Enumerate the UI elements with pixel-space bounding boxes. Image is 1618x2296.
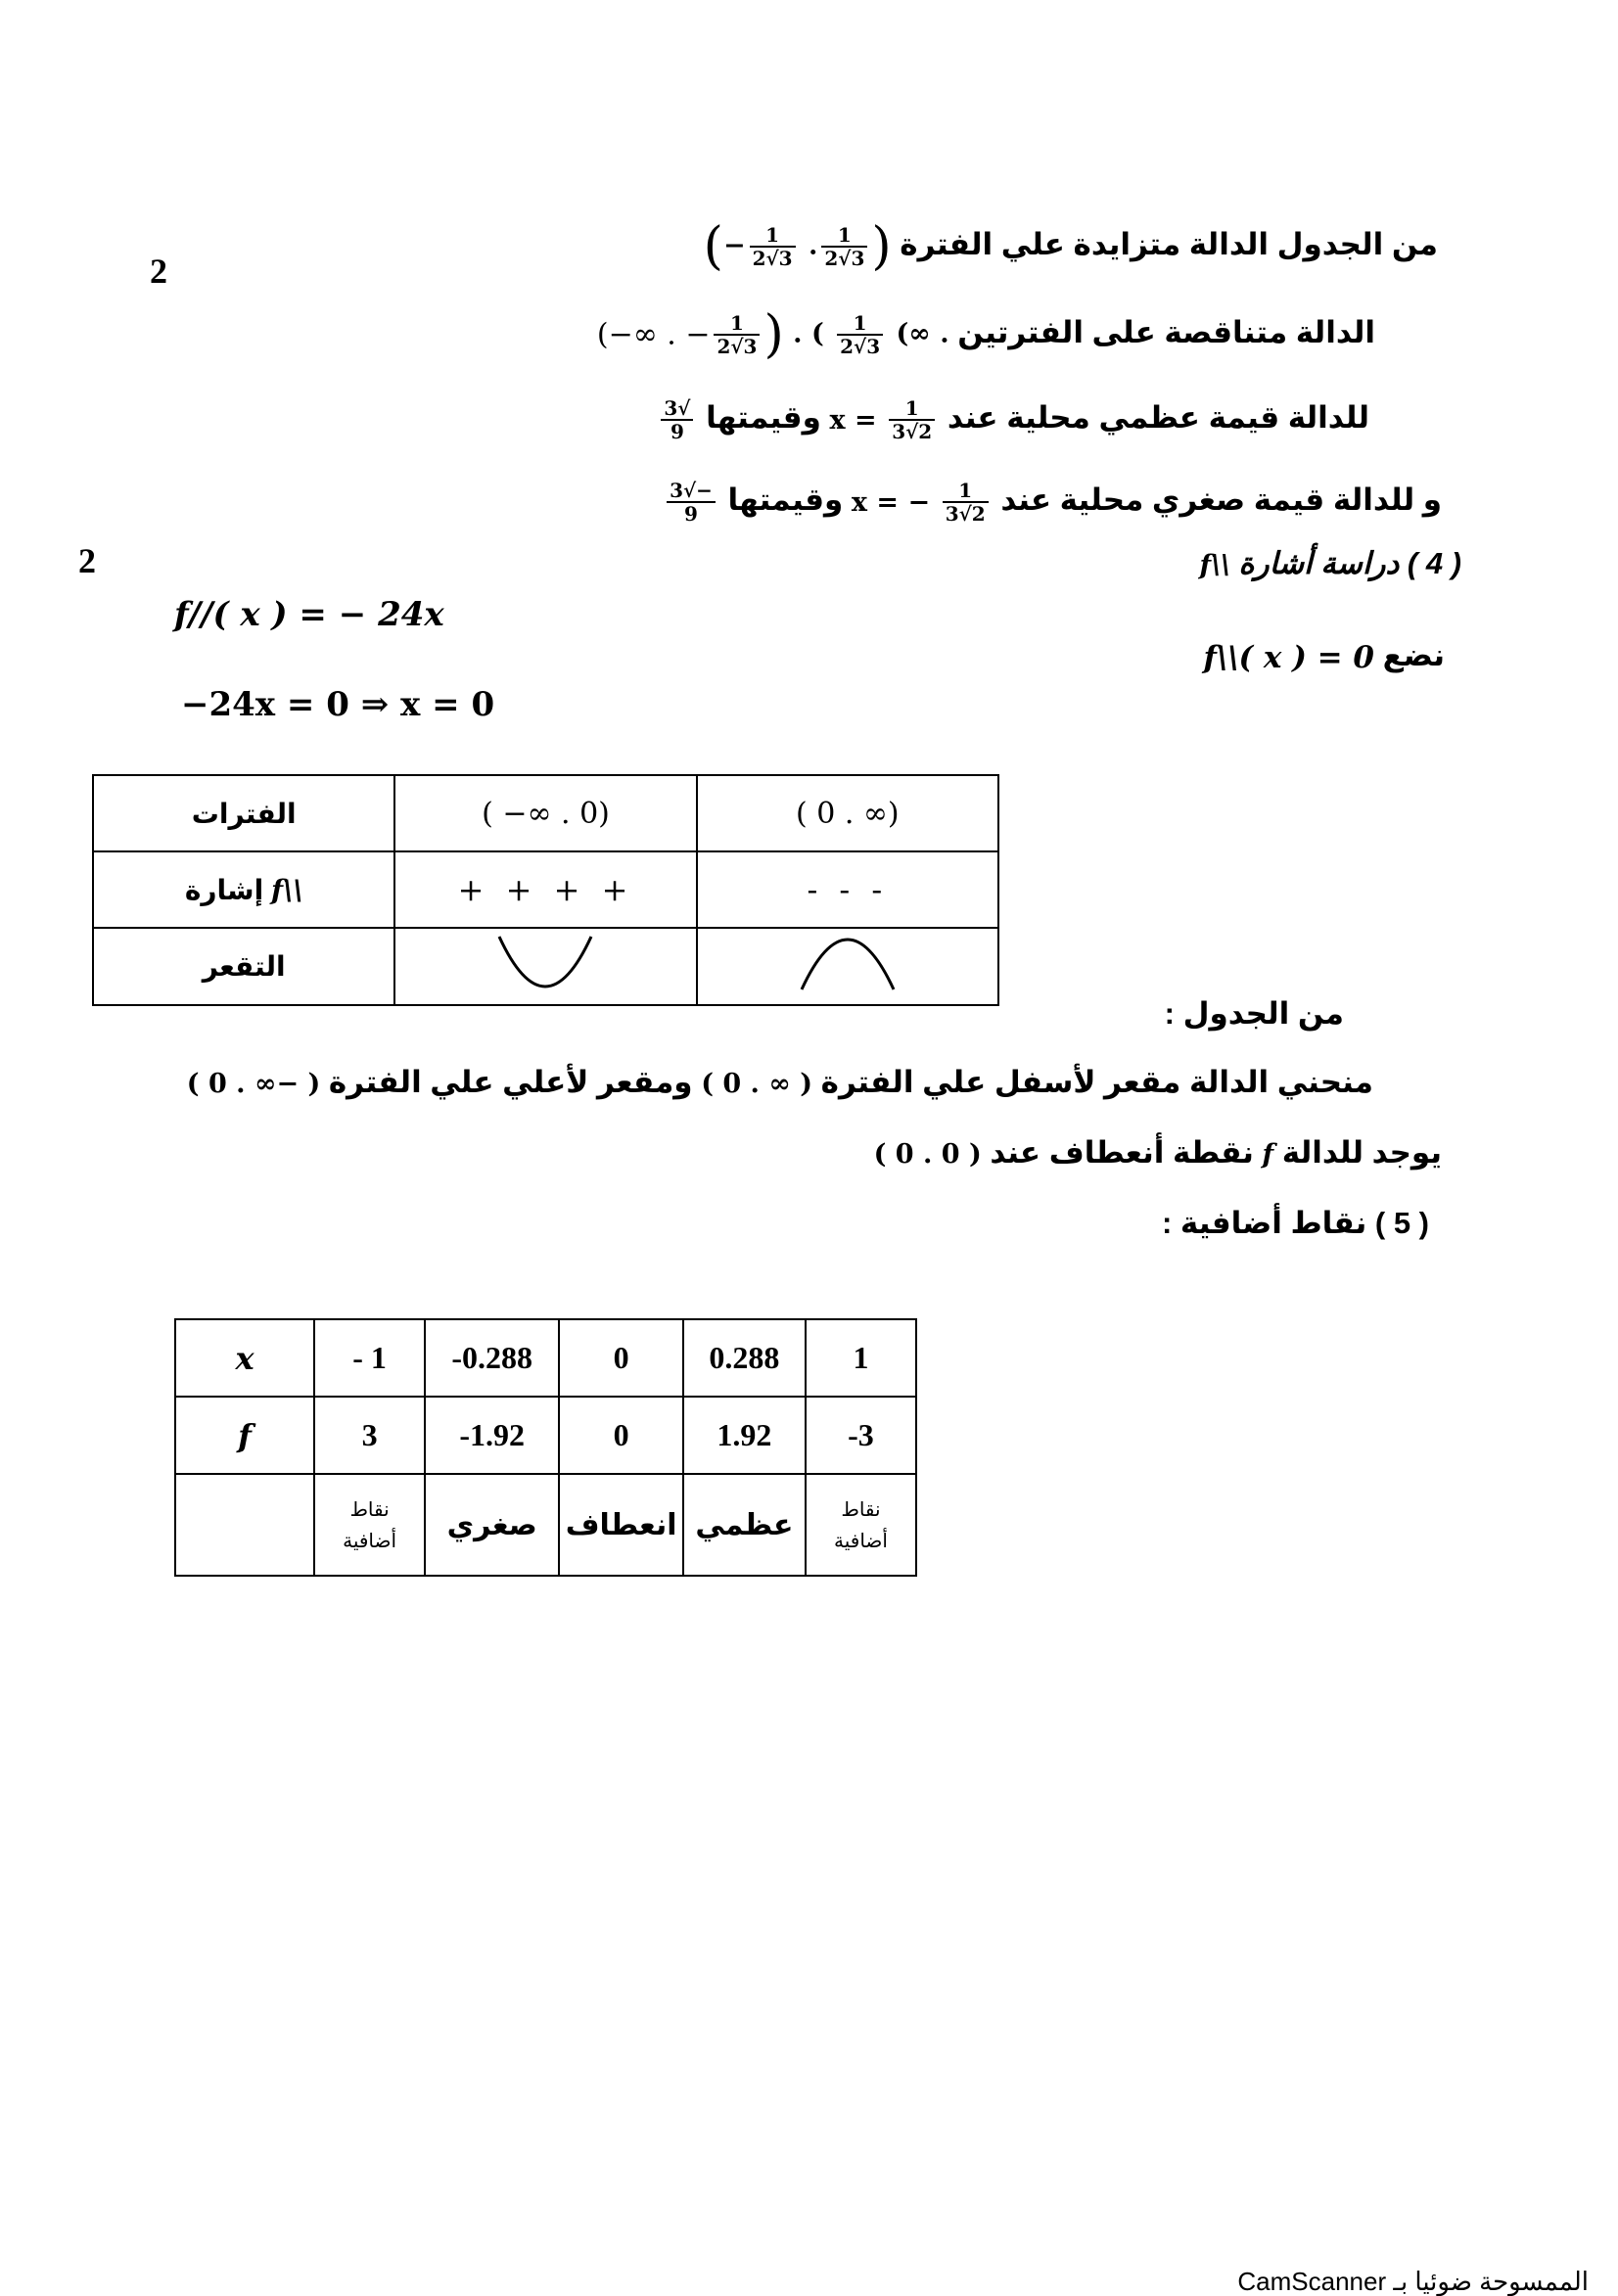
concave-up-curve: [491, 929, 599, 997]
decreasing-line: [597, 305, 1375, 364]
note-maximum: عظمي: [683, 1474, 806, 1576]
increasing-label: من الجدول الدالة متزايدة علي الفترة: [900, 227, 1438, 262]
sign-positive: + + + +: [394, 851, 696, 928]
concave-up-cell: [394, 928, 696, 1005]
f-value: -3: [806, 1397, 916, 1474]
x-value: 0: [559, 1319, 683, 1397]
x-value: 0.288: [683, 1319, 806, 1397]
increasing-line: [704, 217, 1438, 276]
x-value: - 1: [314, 1319, 425, 1397]
f-value: 3: [314, 1397, 425, 1474]
camscanner-footer: الممسوحة ضوئيا بـ CamScanner: [1237, 2267, 1589, 2296]
note-extra-points: نقاط أضافية: [314, 1474, 425, 1576]
f-value: 1.92: [683, 1397, 806, 1474]
x-value: 1: [806, 1319, 916, 1397]
f-value: -1.92: [425, 1397, 559, 1474]
increasing-interval: (− $\frac{1}{2√3}$ . $\frac{1}{2√3}$ ): [703, 217, 892, 276]
concavity-table: [92, 774, 999, 1006]
second-derivative-expression: f//( x ) = − 24x: [174, 595, 444, 634]
set-zero-line: نضع f\\( x ) = 0: [1203, 638, 1445, 675]
points-table: [174, 1318, 917, 1577]
sign-negative: - - -: [697, 851, 998, 928]
margin-number-2: 2: [78, 541, 96, 580]
sign-row-label: إشارة f\\: [93, 851, 394, 928]
local-max-line: للدالة قيمة عظمي محلية عند $\frac{1}{2√3}$ x = وقيمتها $\frac{√3}{9}$: [657, 397, 1369, 442]
local-min-line: و للدالة قيمة صغري محلية عند $\frac{1}{2√3}$ x = − وقيمتها $\frac{-√3}{9}$: [663, 480, 1442, 525]
concavity-row-label: التقعر: [93, 928, 394, 1005]
note-extra-points: نقاط أضافية: [806, 1474, 916, 1576]
x-value: -0.288: [425, 1319, 559, 1397]
inflection-statement: يوجد للدالة f نقطة أنعطاف عند ( 0 . 0 ): [873, 1135, 1442, 1171]
concave-down-curve: [794, 929, 901, 997]
header-intervals: الفترات: [93, 775, 394, 851]
note-inflection: انعطاف: [559, 1474, 683, 1576]
concavity-statement: منحني الدالة مقعر لأسفل علي الفترة ( 0 . ∞ ) ومقعر لأعلي علي الفترة ( 0 . ∞− ): [186, 1065, 1373, 1100]
interval-negative: ( −∞ . 0): [394, 775, 696, 851]
section-4-heading: ( 4 ) دراسة أشارة f\\: [1199, 546, 1461, 581]
local-max-label: للدالة قيمة عظمي محلية عند: [947, 400, 1369, 436]
interval-positive: ( 0 . ∞): [697, 775, 998, 851]
f-value: 0: [559, 1397, 683, 1474]
local-min-label: و للدالة قيمة صغري محلية عند: [1000, 482, 1442, 518]
conclusion-title: من الجدول :: [1164, 996, 1344, 1031]
note-empty: [175, 1474, 314, 1576]
margin-number-1: 2: [150, 252, 167, 291]
decreasing-intervals: (−∞ . − $\frac{1}{2√3}$ ) . ( $\frac{1}{2√3}$ (∞ .: [596, 305, 949, 364]
note-minimum: صغري: [425, 1474, 559, 1576]
f-label: f: [175, 1397, 314, 1474]
x-label: x: [175, 1319, 314, 1397]
section-5-heading: ( 5 ) نقاط أضافية :: [1161, 1206, 1429, 1240]
concave-down-cell: [697, 928, 998, 1005]
decreasing-label: الدالة متناقصة على الفترتين: [957, 315, 1375, 350]
solve-equation: −24x = 0 ⇒ x = 0: [181, 685, 495, 724]
